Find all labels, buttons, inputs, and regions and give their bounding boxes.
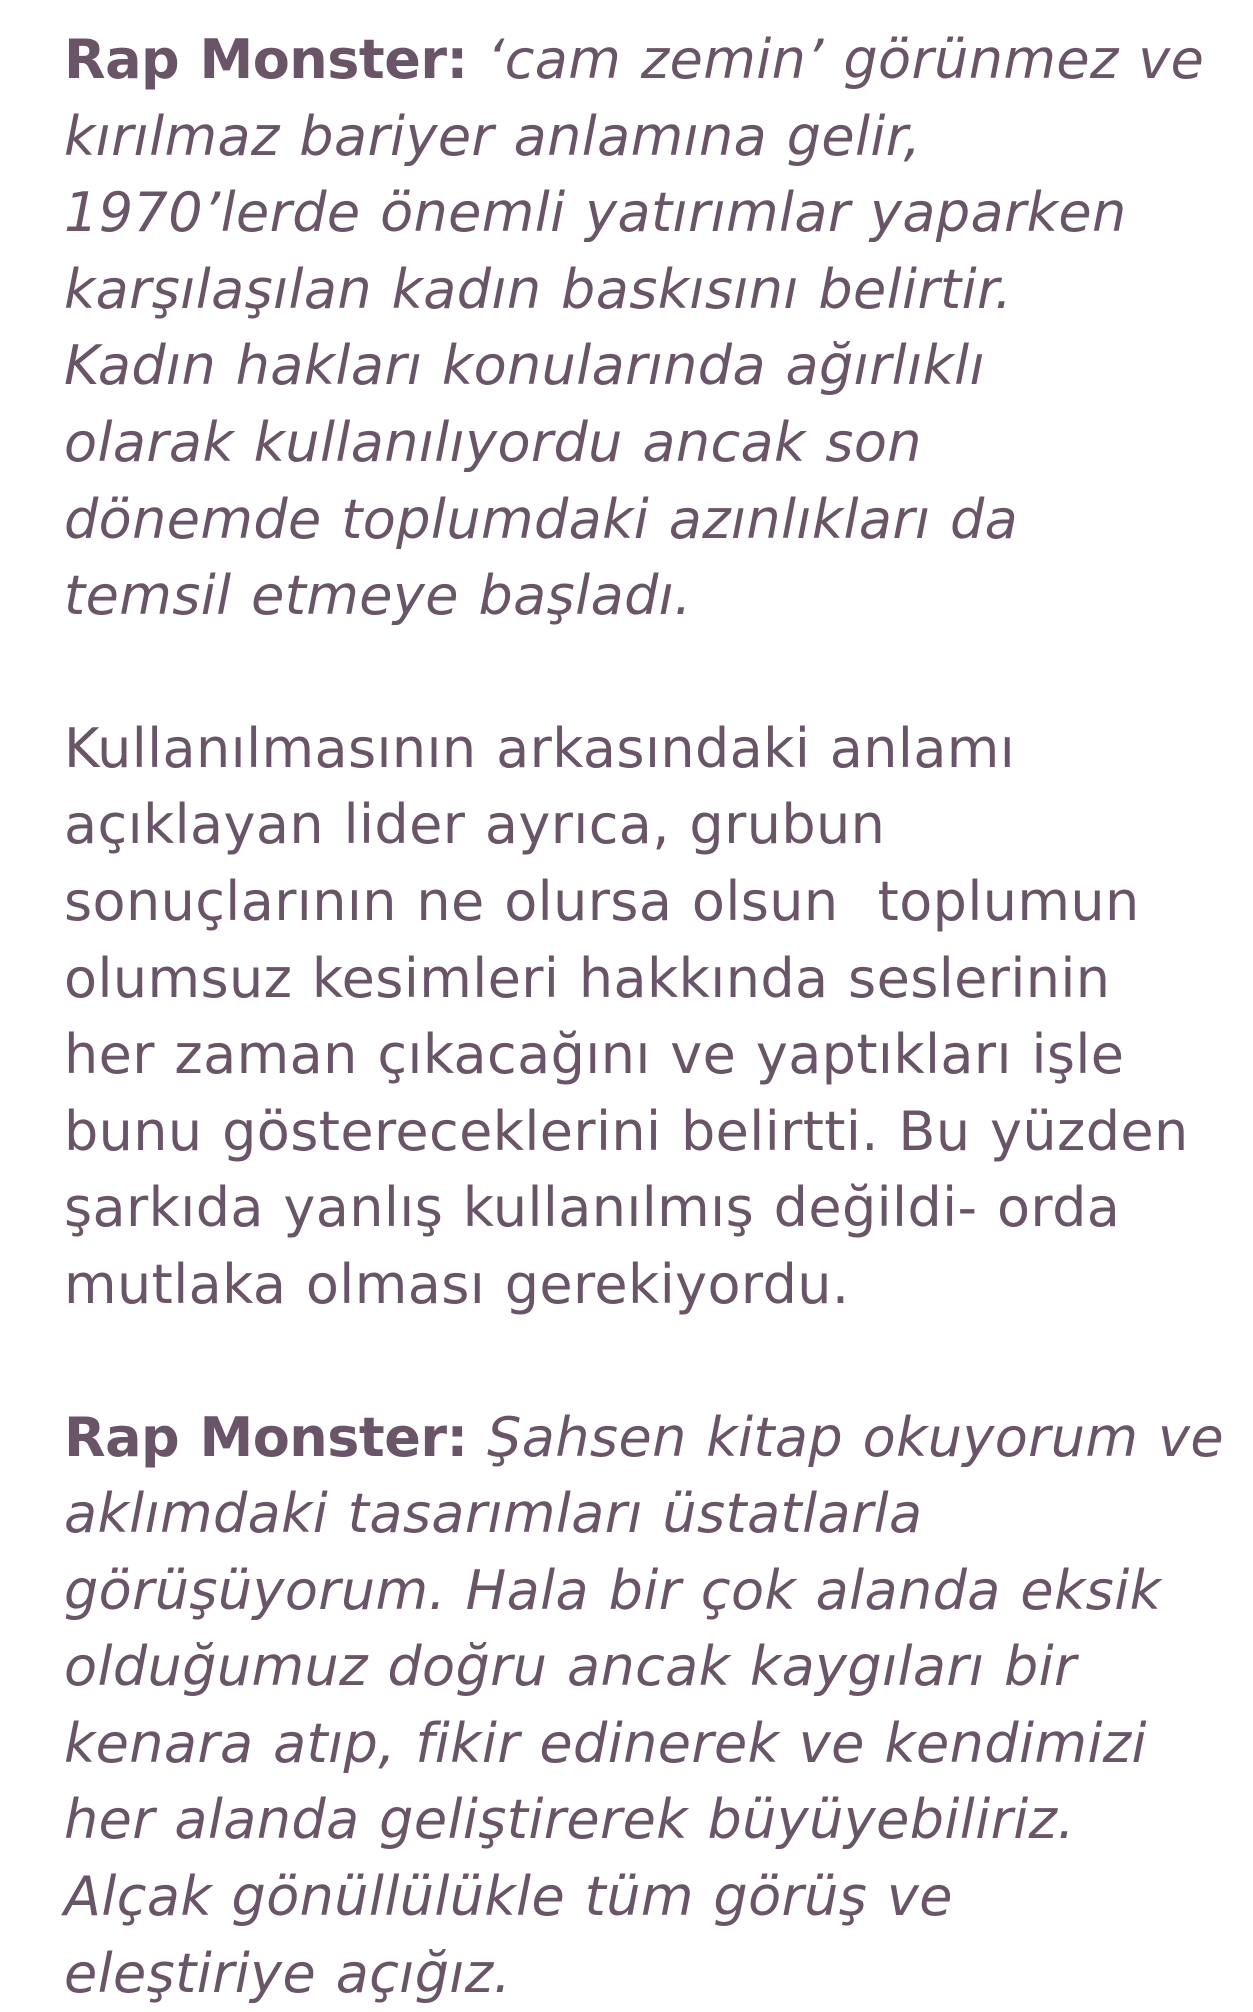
line: eleştiriye açığız.	[64, 1936, 1224, 2012]
line: kırılmaz bariyer anlamına gelir,	[64, 99, 1224, 176]
line: her alanda geliştirerek büyüyebiliriz.	[64, 1782, 1224, 1859]
quote-paragraph-2	[64, 1400, 1224, 2012]
line	[64, 22, 1224, 99]
line: her zaman çıkacağını ve yaptıkları işle	[64, 1017, 1224, 1094]
line	[64, 1400, 1224, 1477]
quote-text: Şahsen kitap okuyorum ve	[468, 1406, 1224, 1469]
line: kenara atıp, fikir edinerek ve kendimizi	[64, 1706, 1224, 1783]
line: aklımdaki tasarımları üstatlarla	[64, 1476, 1224, 1553]
line: bunu göstereceklerini belirtti. Bu yüzden	[64, 1094, 1224, 1171]
line: görüşüyorum. Hala bir çok alanda eksik	[64, 1553, 1224, 1630]
speaker-label: Rap Monster:	[64, 28, 468, 91]
line: mutlaka olması gerekiyordu.	[64, 1247, 1224, 1324]
line: Alçak gönüllülükle tüm görüş ve	[64, 1859, 1224, 1936]
speaker-label: Rap Monster:	[64, 1406, 468, 1469]
line: Kadın hakları konularında ağırlıklı	[64, 328, 1224, 405]
line: sonuçlarının ne olursa olsun toplumun	[64, 864, 1224, 941]
line: olarak kullanılıyordu ancak son	[64, 405, 1224, 482]
line: Kullanılmasının arkasındaki anlamı	[64, 711, 1224, 788]
line: karşılaşılan kadın baskısını belirtir.	[64, 252, 1224, 329]
line: olumsuz kesimleri hakkında seslerinin	[64, 941, 1224, 1018]
body-paragraph	[64, 711, 1224, 1324]
line: şarkıda yanlış kullanılmış değildi- orda	[64, 1170, 1224, 1247]
paragraph-spacer	[64, 635, 1224, 711]
line: dönemde toplumdaki azınlıkları da	[64, 482, 1224, 559]
line: 1970’lerde önemli yatırımlar yaparken	[64, 175, 1224, 252]
line: açıklayan lider ayrıca, grubun	[64, 787, 1224, 864]
line: olduğumuz doğru ancak kaygıları bir	[64, 1629, 1224, 1706]
line: temsil etmeye başladı.	[64, 558, 1224, 635]
quote-paragraph-1	[64, 22, 1224, 635]
paragraph-spacer	[64, 1324, 1224, 1400]
quote-text: ‘cam zemin’ görünmez ve	[468, 28, 1205, 91]
article-text	[64, 22, 1224, 2012]
